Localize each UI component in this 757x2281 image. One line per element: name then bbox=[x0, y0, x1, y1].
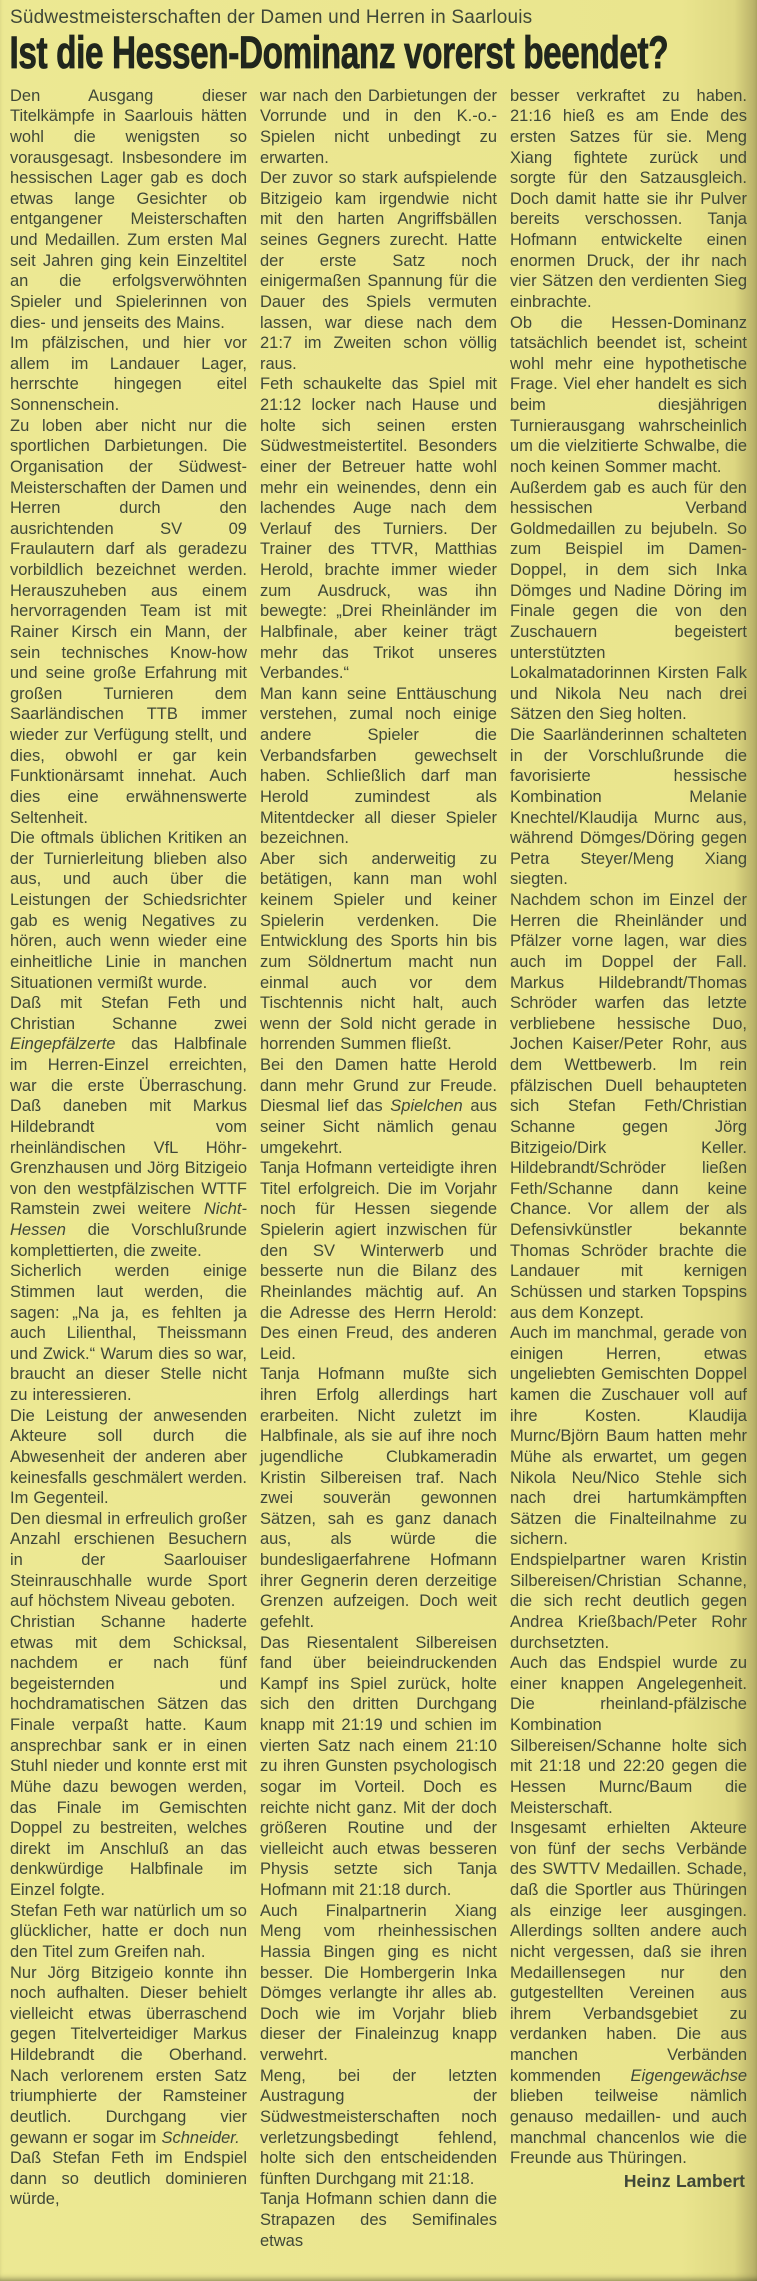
text-segment: Die Saarländerinnen schalteten in der Vorschlußrunde die favorisierte hessische Kombination Melanie Knechtel/Klaudija Murnc aus, während Dömges/Döring gegen Petra Steyer/Meng Xiang siegten. bbox=[510, 726, 747, 889]
paragraph bbox=[510, 890, 747, 1323]
paragraph bbox=[510, 478, 747, 726]
text-segment: Der zuvor so stark aufspielende Bitzigeio kam irgendwie nicht mit den harten Angriffsbällen seines Gegners zurecht. Hatte der erste Satz noch einigermaßen Spannung für die Dauer des Spiels vermuten lassen, war diese nach dem 21:7 im Zweiten schon völlig raus. bbox=[260, 169, 497, 373]
paragraph bbox=[10, 2148, 247, 2210]
text-segment: blieben teilweise nämlich genauso medaillen- und auch manchmal chancenlos wie die Freunde aus Thüringen. bbox=[510, 2087, 747, 2168]
text-segment: Aber sich anderweitig zu betätigen, kann man wohl keinem Spieler und keiner Spielerin verdenken. Die Entwicklung des Sports hin bis zum Söldnertum macht nun einmal auch vor dem Tischtennis nicht halt, auch wenn der Sold nicht gerade in horrenden Summen fließt. bbox=[260, 849, 497, 1054]
byline: Heinz Lambert bbox=[623, 2170, 745, 2191]
text-segment: Sicherlich werden einige Stimmen laut werden, die sagen: „Na ja, es fehlten ja auch Lilienthal, Theissmann und Zwick.“ Warum dies so war, braucht an dieser Stelle nicht zu interessieren. bbox=[10, 1262, 247, 1405]
text-segment: Insgesamt erhielten Akteure von fünf der sechs Verbände des SWTTV Medaillen. Schade, daß die Sportler aus Thüringen als einzige leer ausgingen. Allerdings sollten andere auch nicht vergessen, daß sie ihren Medaillensegen nur den gutgestellten Vereinen aus ihrem Verbandsgebiet zu verdanken haben. Die aus manchen Verbänden kommenden bbox=[510, 1819, 747, 2085]
italic-text: Eigengewächse bbox=[630, 2066, 747, 2085]
text-segment: Christian Schanne haderte etwas mit dem Schicksal, nachdem er nach fünf begeisternden und hochdramatischen Sätzen das Finale verpaßt hatte. Kaum ansprechbar sank er in einen Stuhl nieder und konnte erst mit Mühe dazu bewogen werden, das Finale im Gemischten Doppel zu bestreiten, welches direkt im Anschluß an das denkwürdige Halbfinale im Einzel folgte. bbox=[10, 1612, 247, 1900]
paragraph bbox=[260, 2066, 497, 2190]
paragraph bbox=[10, 1963, 247, 2149]
article-column-3 bbox=[510, 86, 747, 2252]
article-column-2 bbox=[260, 86, 497, 2252]
text-segment: Auch Finalpartnerin Xiang Meng vom rheinhessischen Hassia Bingen ging es nicht besser. Die Hombergerin Inka Dömges verlangte ihr alles ab. Doch wie im Vorjahr blieb dieser der Finaleinzug knapp verwehrt. bbox=[260, 1901, 497, 2065]
text-segment: Das Riesentalent Silbereisen fand über beieindruckenden Kampf ins Spiel zurück, holte sich den dritten Durchgang knapp mit 21:19 und schien im vierten Satz nach einem 21:10 zu ihren Gunsten psychologisch sogar im Vorteil. Doch es reichte nicht ganz. Mit der doch größeren Routine und der vielleicht auch etwas besseren Physis setzte sich Tanja Hofmann mit 21:18 durch. bbox=[260, 1633, 497, 1900]
paragraph bbox=[260, 374, 497, 683]
article-column-1 bbox=[10, 86, 247, 2252]
paragraph bbox=[260, 1158, 497, 1364]
paragraph bbox=[260, 1633, 497, 1901]
text-segment: Endspielpartner waren Kristin Silbereisen/Christian Schanne, die sich recht deutlich gegen Andrea Krießbach/Peter Rohr durchsetzten. bbox=[510, 1551, 747, 1652]
text-segment: Die Leistung der anwesenden Akteure soll durch die Abwesenheit der anderen aber keinesfalls geschmälert werden. Im Gegenteil. bbox=[10, 1406, 247, 1508]
text-segment: Tanja Hofmann mußte sich ihren Erfolg allerdings hart erarbeiten. Nicht zuletzt im Halbfinale, als sie auf ihre noch jugendliche Clubkameradin Kristin Silbereisen traf. Nach zwei souverän gewonnen Sätzen, sah es ganz danach aus, als würde die bundesligaerfahrene Hofmann ihrer Gegnerin deren derzeitige Grenzen aufzeigen. Doch weit gefehlt. bbox=[260, 1365, 497, 1631]
text-segment: besser verkraftet zu haben. 21:16 hieß es am Ende des ersten Satzes für sie. Meng Xiang fightete zurück und sorgte für den Satzausgleich. Doch damit hatte sie ihr Pulver bereits verschossen. Tanja Hofmann entwickelte einen enormen Druck, der ihr nach vier Sätzen den verdienten Sieg einbrachte. bbox=[510, 86, 747, 311]
paragraph bbox=[10, 1901, 247, 1963]
italic-text: Spielchen bbox=[390, 1097, 463, 1116]
paragraph bbox=[510, 86, 747, 313]
paragraph bbox=[510, 1818, 747, 2169]
article-body bbox=[8, 86, 749, 2252]
text-segment: Ob die Hessen-Dominanz tatsächlich beendet ist, scheint wohl mehr eine hypothetische Frage. Viel eher handelt es sich beim diesjährigen Turnierausgang wahrscheinlich um die vielzitierte Schwalbe, die noch keinen Sommer macht. bbox=[510, 313, 747, 476]
text-segment: Man kann seine Enttäuschung verstehen, zumal noch einige andere Spieler die Verbandsfarben gewechselt haben. Schließlich darf man Herold zumindest als Mitentdecker all dieser Spieler bezeichnen. bbox=[260, 684, 497, 848]
text-segment: Tanja Hofmann schien dann die Strapazen des Semifinales etwas bbox=[260, 2190, 497, 2250]
paragraph bbox=[260, 168, 497, 374]
paragraph bbox=[260, 849, 497, 1055]
text-segment: das Halbfinale im Herren-Einzel erreichten, war die erste Überraschung. Daß daneben mit Markus Hildebrandt vom rheinländischen VfL Höhr-Grenzhausen und Jörg Bitzigeio von den westpfälzischen WTTF Ramstein zwei weitere bbox=[10, 1035, 247, 1219]
paragraph bbox=[10, 86, 247, 334]
paragraph bbox=[260, 684, 497, 849]
paragraph bbox=[260, 1055, 497, 1158]
text-segment: Tanja Hofmann verteidigte ihren Titel erfolgreich. Die im Vorjahr noch für Hessen siegende Spielerin agiert inzwischen für den SV Winterwerb und besserte nun die Bilanz des Rheinlandes mächtig auf. An die Adresse des Herrn Herold: Des einen Freud, des anderen Leid. bbox=[260, 1159, 497, 1363]
paragraph bbox=[10, 1509, 247, 1612]
column-paragraphs-1 bbox=[10, 86, 247, 2210]
paragraph bbox=[260, 1364, 497, 1632]
text-segment: aus seiner Sicht nämlich genau umgekehrt. bbox=[260, 1097, 498, 1157]
text-segment: Auch im manchmal, gerade von einigen Herren, etwas ungeliebten Gemischten Doppel kamen die Zuschauer voll auf ihre Kosten. Klaudija Murnc/Björn Baum hatten mehr Mühe als erwartet, um gegen Nikola Neu/Nico Stehle sich nach drei hartumkämpften Sätzen die Finalteilnahme zu sichern. bbox=[510, 1324, 747, 1549]
text-segment: Stefan Feth war natürlich um so glücklicher, hatte er doch nun den Titel zum Greifen nah. bbox=[10, 1901, 247, 1961]
paragraph bbox=[260, 2189, 497, 2251]
text-segment: Bei den Damen hatte Herold dann mehr Grund zur Freude. Diesmal lief das bbox=[260, 1056, 497, 1116]
paragraph bbox=[10, 993, 247, 1261]
text-segment: Zu loben aber nicht nur die sportlichen Darbietungen. Die Organisation der Südwest-Meisterschaften der Damen und Herren durch den ausrichtenden SV 09 Fraulautern darf als geradezu vorbildlich bezeichnet werden. Herauszuheben aus einem hervorragenden Team ist mit Rainer Kirsch ein Mann, der sein technisches Know-how und seine große Erfahrung mit großen Turnieren dem Saarländischen TTB immer wieder zur Verfügung stellt, und dies, obwohl er gar kein Funktionärsamt innehat. Auch dies eine erwähnenswerte Seltenheit. bbox=[10, 416, 247, 827]
paragraph bbox=[10, 1612, 247, 1901]
text-segment: Die oftmals üblichen Kritiken an der Turnierleitung blieben also aus, und auch über die Leistungen der Schiedsrichter gab es wenig Negatives zu hören, auch wenn wieder eine einheitliche Linie in manchen Situationen vermißt wurde. bbox=[10, 829, 247, 992]
text-segment: Nachdem schon im Einzel der Herren die Rheinländer und Pfälzer vorne lagen, war dies auch im Doppel der Fall. Markus Hildebrandt/Thomas Schröder warfen das letzte verbliebene hessische Duo, Jochen Kaiser/Peter Rohr, aus dem Wettbewerb. Im rein pfälzischen Duell behaupteten sich Stefan Feth/Christian Schanne gegen Jörg Bitzigeio/Dirk Keller. Hildebrandt/Schröder ließen Feth/Schanne dann keine Chance. Vor allem der als Defensivkünstler bekannte Thomas Schröder brachte die Landauer mit kernigen Schüssen und starken Topspins aus dem Konzept. bbox=[510, 891, 747, 1322]
text-segment: Feth schaukelte das Spiel mit 21:12 locker nach Hause und holte sich seinen ersten Südwestmeistertitel. Besonders einer der Betreuer hatte wohl mehr ein weinendes, denn ein lachendes Auge nach dem Verlauf des Turniers. Der Trainer des TTVR, Matthias Herold, brachte immer wieder zum Ausdruck, was ihn bewegte: „Drei Rheinländer im Halbfinale, aber keiner trägt mehr das Trikot unseres Verbandes.“ bbox=[260, 375, 497, 683]
paragraph bbox=[510, 725, 747, 890]
paragraph bbox=[510, 1550, 747, 1653]
text-segment: war nach den Darbietungen der Vorrunde und in den K.-o.-Spielen nicht unbedingt zu erwarten. bbox=[260, 86, 497, 167]
text-segment: Im pfälzischen, und hier vor allem im Landauer Lager, herrschte hingegen eitel Sonnenschein. bbox=[10, 334, 247, 415]
paragraph bbox=[510, 1653, 747, 1818]
text-segment: Auch das Endspiel wurde zu einer knappen Angelegenheit. Die rheinland-pfälzische Kombination Silbereisen/Schanne holte sich mit 21:18 und 22:20 gegen die Hessen Murnc/Baum die Meisterschaft. bbox=[510, 1654, 747, 1817]
text-segment: Nur Jörg Bitzigeio konnte ihn noch aufhalten. Dieser behielt vielleicht etwas überraschend gegen Titelverteidiger Markus Hildebrandt die Oberhand. Nach verlorenem ersten Satz triumphierte der Ramsteiner deutlich. Durchgang vier gewann er sogar im bbox=[10, 1963, 247, 2147]
paragraph bbox=[10, 1406, 247, 1509]
paragraph bbox=[510, 313, 747, 478]
paragraph bbox=[10, 333, 247, 416]
column-paragraphs-3 bbox=[510, 86, 747, 2169]
text-segment: Daß Stefan Feth im Endspiel dann so deutlich dominieren würde, bbox=[10, 2149, 247, 2209]
text-segment: die Vorschlußrunde komplettierten, die zweite. bbox=[10, 1221, 247, 1260]
paragraph bbox=[510, 1323, 747, 1550]
paragraph bbox=[10, 828, 247, 993]
italic-text: Nicht-Hessen bbox=[10, 1200, 247, 1240]
paragraph bbox=[10, 1261, 247, 1405]
text-segment: Daß mit Stefan Feth und Christian Schanne zwei bbox=[10, 994, 247, 1033]
text-segment: Meng, bei der letzten Austragung der Südwestmeisterschaften noch verletzungsbedingt fehlend, holte sich den entscheidenden fünften Durchgang mit 21:18. bbox=[260, 2066, 497, 2188]
paragraph bbox=[10, 416, 247, 829]
headline: Ist die Hessen-Dominanz vorerst beendet? bbox=[9, 26, 669, 78]
paragraph bbox=[260, 1901, 497, 2066]
column-paragraphs-2 bbox=[260, 86, 497, 2252]
text-segment: Außerdem gab es auch für den hessischen Verband Goldmedaillen zu bejubeln. So zum Beispiel im Damen-Doppel, in dem sich Inka Dömges und Nadine Döring im Finale gegen die von den Zuschauern begeistert unterstützten Lokalmatadorinnen Kirsten Falk und Nikola Neu nach drei Sätzen den Sieg holten. bbox=[510, 478, 747, 724]
italic-text: Eingepfälzerte bbox=[10, 1035, 116, 1054]
paragraph bbox=[260, 86, 497, 169]
italic-text: Schneider. bbox=[161, 2128, 240, 2147]
kicker-line: Südwestmeisterschaften der Damen und Herren in Saarlouis bbox=[10, 7, 533, 28]
text-segment: Den diesmal in erfreulich großer Anzahl erschienen Besuchern in der Saarlouiser Steinrauschhalle wurde Sport auf höchstem Niveau geboten. bbox=[10, 1509, 247, 1611]
text-segment: Den Ausgang dieser Titelkämpfe in Saarlouis hätten wohl die wenigsten so vorausgesagt. Insbesondere im hessischen Lager gab es doch etwas lange Gesichter ob entgangener Meisterschaften und Medaillen. Zum ersten Mal seit Jahren ging kein Einzeltitel an die erfolgsverwöhnten Spieler und Spielerinnen von dies- und jenseits des Mains. bbox=[10, 86, 247, 332]
